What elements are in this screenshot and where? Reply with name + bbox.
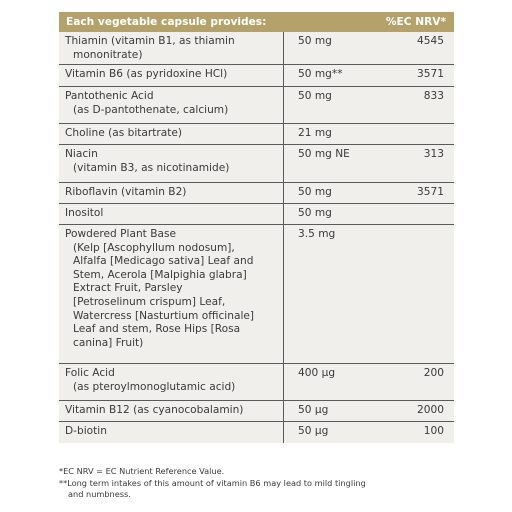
nutrient-name [59,401,283,421]
nutrient-name [59,183,283,203]
nutrient-amount: 50 mg NE [283,145,383,182]
nutrient-name-line: Alfalfa [Medicago sativa] Leaf and [73,255,254,268]
nutrient-nrv: 2000 [417,404,444,416]
nutrient-nrv [383,225,454,363]
nutrient-nrv: 3571 [417,68,444,80]
nutrient-name-line: Watercress [Nasturtium officinale] [73,309,255,322]
nutrient-name [59,124,283,144]
table-row [59,64,454,86]
nutrient-name [59,65,283,86]
header-title: Each vegetable capsule provides: [66,16,267,28]
nutrient-nrv: 3571 [417,186,444,198]
nutrient-name-line: mononitrate) [73,48,143,61]
nutrient-nrv: 313 [423,148,444,160]
nutrient-amount: 400 µg [283,364,383,400]
nutrient-name [59,204,283,224]
nutrient-name [59,145,283,182]
nutrient-name [59,87,283,123]
nutrient-name-line: Stem, Acerola [Malpighia glabra] [73,268,247,281]
nutrient-name-line: (as pteroylmonoglutamic acid) [73,380,236,393]
table-row [59,32,454,64]
nutrient-name-line: Powdered Plant Base [65,228,176,240]
table-row [59,363,454,400]
nutrient-name-line: (as D-pantothenate, calcium) [73,103,229,116]
table-row [59,224,454,363]
nutrient-name-line: Riboflavin (vitamin B2) [65,186,187,198]
table-row [59,144,454,182]
footnote-nrv: *EC NRV = EC Nutrient Reference Value. [59,466,225,476]
nutrient-amount: 50 mg** [283,65,383,86]
nutrient-amount: 50 µg [283,422,383,443]
nutrient-amount: 21 mg [283,124,383,144]
footnote-b6-cont: and numbness. [68,489,131,499]
nutrient-name-line: (vitamin B3, as nicotinamide) [73,161,230,174]
nutrient-amount: 50 mg [283,32,383,64]
nutrient-amount: 3.5 mg [283,225,383,363]
nutrient-name-line: (Kelp [Ascophyllum nodosum], [73,241,235,254]
nutrient-name-line: D-biotin [65,425,107,437]
nutrient-name-line: Folic Acid [65,367,115,379]
nutrient-nrv [383,124,454,144]
nutrient-name-line: Thiamin (vitamin B1, as thiamin [65,35,235,47]
footnote-b6: **Long term intakes of this amount of vitamin B6 may lead to mild tingling [59,477,366,488]
nutrient-amount: 50 µg [283,401,383,421]
nutrient-nrv [383,204,454,224]
nutrient-name-line: Niacin [65,148,98,160]
nutrient-amount: 50 mg [283,204,383,224]
nutrient-name-line: [Petroselinum crispum] Leaf, [73,295,226,308]
nutrient-name [59,32,283,64]
table-row [59,421,454,443]
table-row [59,123,454,144]
nutrition-table [59,12,454,443]
table-row [59,86,454,123]
nutrient-nrv: 833 [423,90,444,102]
nutrient-name-line: canina] Fruit) [73,336,144,349]
nutrient-amount: 50 mg [283,183,383,203]
table-row [59,400,454,421]
nutrient-name-line: Pantothenic Acid [65,90,154,102]
nutrient-name-line: Vitamin B12 (as cyanocobalamin) [65,404,244,416]
nutrient-name [59,225,283,363]
table-body [59,32,454,443]
nutrient-name-line: Vitamin B6 (as pyridoxine HCl) [65,68,228,80]
nutrient-nrv: 200 [423,367,444,379]
table-row [59,182,454,203]
table-row [59,203,454,224]
footnotes [59,466,479,501]
nutrient-name-line: Inositol [65,207,104,219]
nutrient-name [59,422,283,443]
nutrient-name [59,364,283,400]
nutrient-amount: 50 mg [283,87,383,123]
nutrient-name-line: Leaf and stem, Rose Hips [Rosa [73,323,241,336]
nutrient-nrv: 100 [423,425,444,437]
nutrient-name-line: Choline (as bitartrate) [65,127,183,139]
nutrient-nrv: 4545 [417,35,444,47]
table-header [59,12,454,32]
header-nrv: %EC NRV* [385,16,446,28]
nutrient-name-line: Extract Fruit, Parsley [73,282,183,295]
